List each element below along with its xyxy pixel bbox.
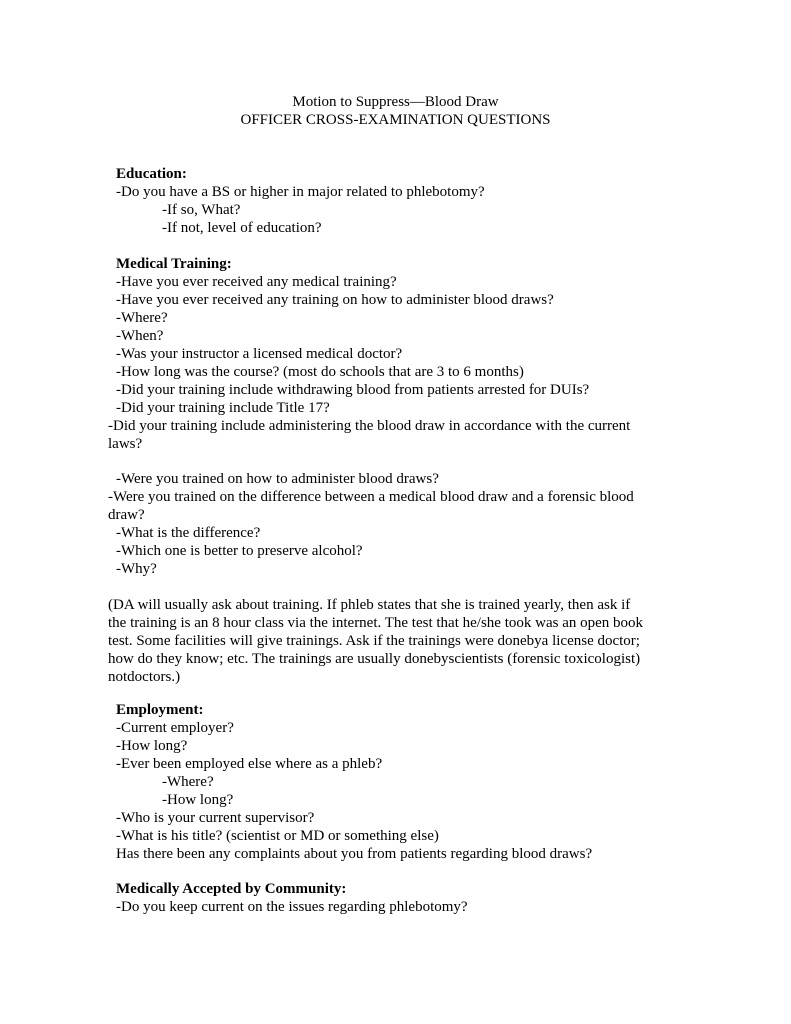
question-line: -Did your training include administering the blood draw in accordance with the current — [108, 418, 631, 434]
question-line: -Was your instructor a licensed medical doctor? — [116, 346, 403, 362]
note-paragraph-line: test. Some facilities will give trainings. Ask if the trainings were donebya license doctor; — [108, 633, 640, 649]
question-line: -When? — [116, 328, 164, 344]
question-line: -Did your training include Title 17? — [116, 400, 330, 416]
section-heading-education: Education: — [116, 166, 187, 182]
question-line: -Have you ever received any training on how to administer blood draws? — [116, 292, 554, 308]
section-heading-medical-training: Medical Training: — [116, 256, 232, 272]
question-line: -Were you trained on the difference between a medical blood draw and a forensic blood — [108, 489, 634, 505]
question-line: -What is his title? (scientist or MD or something else) — [116, 828, 439, 844]
doc-title: Motion to Suppress—Blood Draw — [292, 94, 499, 110]
note-paragraph-line: the training is an 8 hour class via the internet. The test that he/she took was an open book — [108, 615, 644, 631]
sub-question-line: -Where? — [162, 774, 214, 790]
question-line: -What is the difference? — [116, 525, 261, 541]
question-line: Has there been any complaints about you from patients regarding blood draws? — [116, 846, 593, 862]
question-line: -Did your training include withdrawing blood from patients arrested for DUIs? — [116, 382, 590, 398]
note-paragraph-line: (DA will usually ask about training. If phleb states that she is trained yearly, then ask if — [108, 597, 631, 613]
question-line: -Current employer? — [116, 720, 234, 736]
question-line: -How long? — [116, 738, 188, 754]
question-line-continued: draw? — [108, 507, 145, 523]
note-paragraph-line: how do they know; etc. The trainings are usually donebyscientists (forensic toxicologist) — [108, 651, 641, 667]
sub-question-line: -How long? — [162, 792, 234, 808]
sub-question-line: -If not, level of education? — [162, 220, 322, 236]
sub-question-line: -If so, What? — [162, 202, 241, 218]
doc-subtitle: OFFICER CROSS-EXAMINATION QUESTIONS — [240, 112, 551, 128]
question-line-continued: laws? — [108, 436, 143, 452]
section-heading-medically-accepted: Medically Accepted by Community: — [116, 881, 347, 897]
question-line: -Which one is better to preserve alcohol? — [116, 543, 363, 559]
note-paragraph-line: notdoctors.) — [108, 669, 181, 685]
question-line: -Do you keep current on the issues regarding phlebotomy? — [116, 899, 468, 915]
question-line: -Where? — [116, 310, 168, 326]
question-line: -How long was the course? (most do schools that are 3 to 6 months) — [116, 364, 524, 380]
question-line: -Do you have a BS or higher in major related to phlebotomy? — [116, 184, 485, 200]
question-line: -Why? — [116, 561, 157, 577]
question-line: -Ever been employed else where as a phleb? — [116, 756, 383, 772]
section-heading-employment: Employment: — [116, 702, 204, 718]
question-line: -Have you ever received any medical training? — [116, 274, 397, 290]
question-line: -Were you trained on how to administer blood draws? — [116, 471, 439, 487]
question-line: -Who is your current supervisor? — [116, 810, 315, 826]
